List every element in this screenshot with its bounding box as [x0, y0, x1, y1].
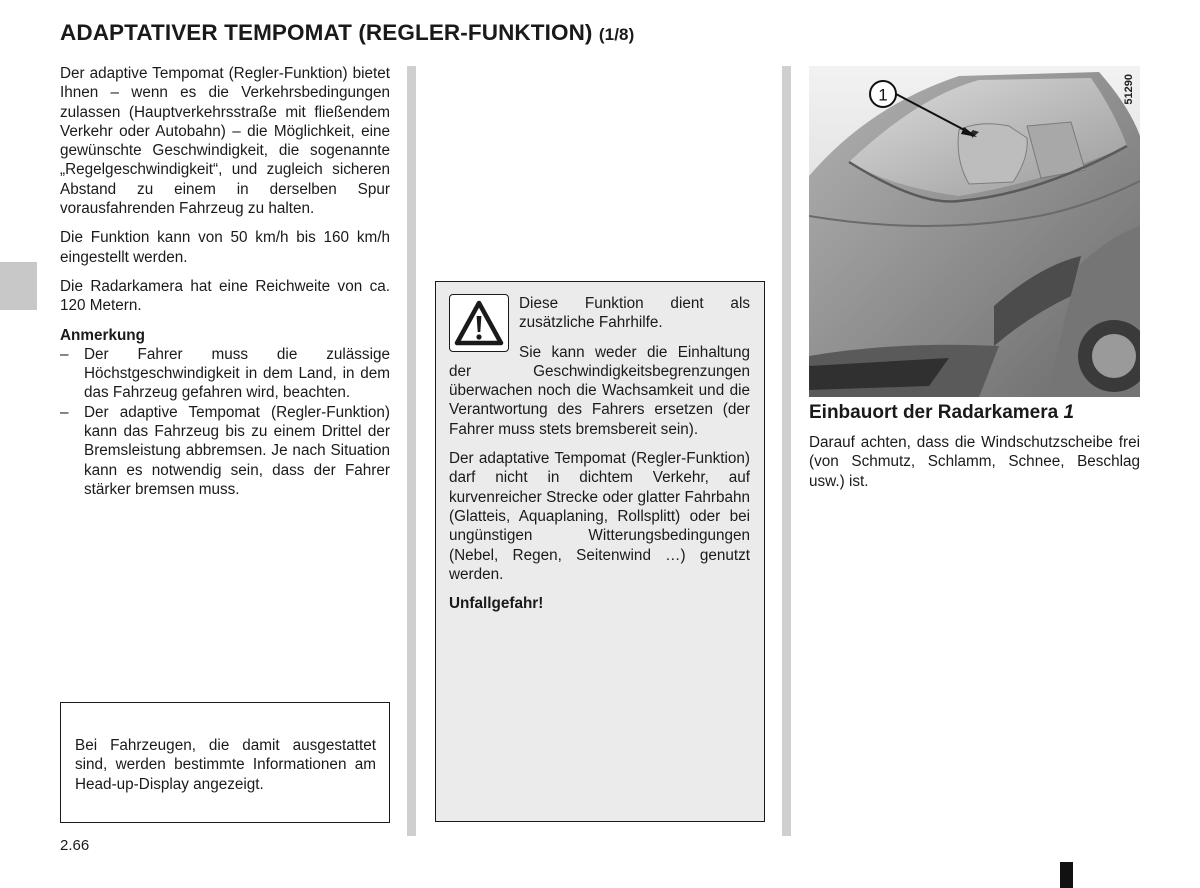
radar-camera-photo [809, 66, 1140, 397]
remark-list [60, 345, 390, 499]
title-part: (1/8) [598, 25, 635, 44]
figure-caption-text: Darauf achten, dass die Windschutzscheibe frei (von Schmutz, Schlamm, Schnee, Beschlag usw.) ist. [809, 434, 1140, 490]
radar-range-paragraph: Die Radarkamera hat eine Reichweite von ca. 120 Metern. [60, 277, 390, 315]
remark-item [60, 345, 390, 403]
page-edge-mark [1060, 862, 1073, 888]
figure-caption-title [809, 402, 1074, 424]
remark-title: Anmerkung [60, 326, 145, 344]
chapter-tab [0, 262, 37, 310]
warning-paragraph: Der adaptative Tempomat (Regler-Funktion) darf nicht in dichtem Verkehr, auf kurvenreicher Strecke oder glatter Fahrbahn (Glatteis, Aquaplaning, Rollsplitt) oder bei ungünstigen Witterungsbedingungen (Nebel, Regen, Seitenwind …) genutzt werden. [449, 450, 750, 583]
warning-box [435, 281, 765, 822]
remark-text: Der Fahrer muss die zulässige Höchstgeschwindigkeit in dem Land, in dem das Fahrzeug gefahren wird, beachten. [84, 345, 390, 402]
column-divider-bar [782, 66, 791, 836]
warning-triangle-icon [449, 294, 509, 352]
note-text: Bei Fahrzeugen, die damit ausgestattet sind, werden bestimmte Informationen am Head-up-Display angezeigt. [75, 737, 376, 793]
head-up-display-note [60, 702, 390, 823]
page-title [60, 20, 634, 46]
image-reference-number: 51290 [1123, 74, 1135, 105]
photo-callout-number: 1 [878, 85, 888, 105]
remark-dash: – [60, 403, 69, 421]
page-number: 2.66 [60, 837, 90, 854]
caption-title-text: Einbauort der Radarkamera [809, 402, 1059, 423]
warning-paragraph: Sie kann weder die Einhaltung der Geschwindigkeitsbegrenzungen überwachen noch die Wachsamkeit und die Verantwortung des Fahrers ersetzen (der Fahrer muss stets bremsbereit sein). [449, 343, 750, 438]
danger-label: Unfallgefahr! [449, 595, 544, 613]
left-column [60, 64, 390, 499]
remark-dash: – [60, 345, 69, 363]
remark-item [60, 403, 390, 499]
column-divider-bar [407, 66, 416, 836]
speed-range-paragraph: Die Funktion kann von 50 km/h bis 160 km/h eingestellt werden. [60, 229, 390, 266]
title-text: ADAPTATIVER TEMPOMAT (REGLER-FUNKTION) [60, 20, 593, 45]
remark-text: Der adaptive Tempomat (Regler-Funktion) kann das Fahrzeug bis zu einem Drittel der Bremsleistung abbremsen. Je nach Situation kann es notwendig sein, dass der Fahrer stärker bremsen muss. [84, 403, 390, 498]
warning-paragraph: Diese Funktion dient als zusätzliche Fahrhilfe. [519, 295, 750, 332]
intro-paragraph: Der adaptive Tempomat (Regler-Funktion) bietet Ihnen – wenn es die Verkehrsbedingungen zulassen (Hauptverkehrsstraße mit fließendem Verkehr oder Autobahn) – die Möglichkeit, eine gewünschte Geschwindigkeit, die sogenannte „Regelgeschwindigkeit“, und zugleich sicheren Abstand zu einem in derselben Spur vorausfahrenden Fahrzeug zu halten. [60, 65, 390, 218]
caption-reference: 1 [1063, 402, 1075, 423]
